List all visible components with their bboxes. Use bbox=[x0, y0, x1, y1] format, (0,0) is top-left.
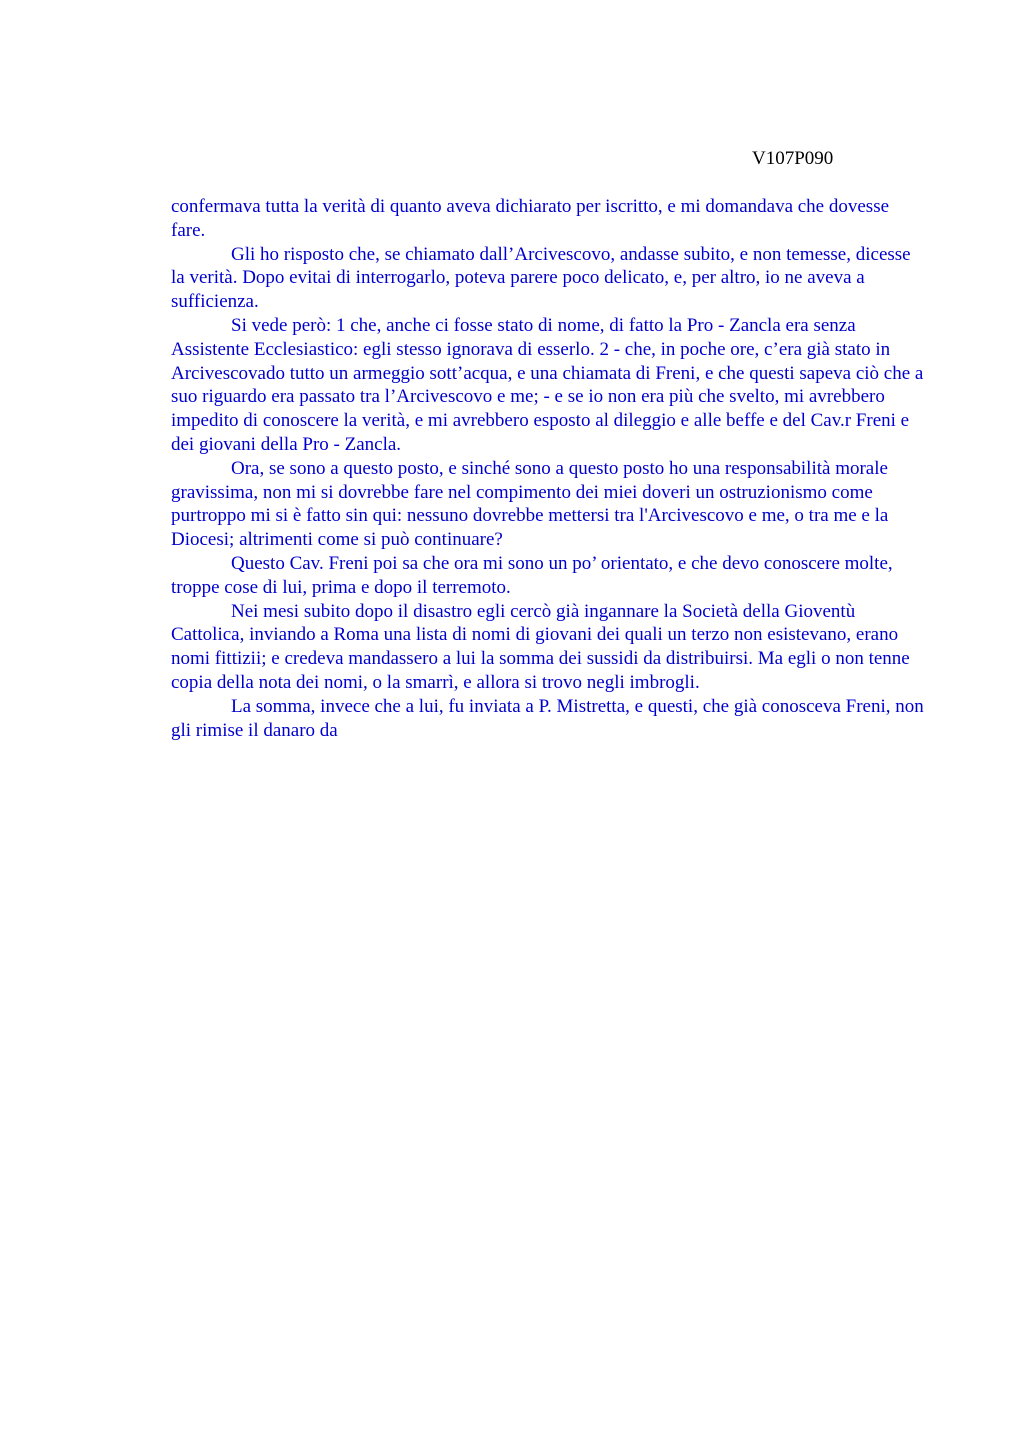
paragraph-2: Gli ho risposto che, se chiamato dall’Arcivescovo, andasse subito, e non temesse, dicesse la verità. Dopo evitai di interrogarlo, poteva parere poco delicato, e, per altro, io ne aveva a sufficienza. bbox=[171, 243, 911, 313]
paragraph-5: Questo Cav. Freni poi sa che ora mi sono un po’ orientato, e che devo conoscere molte, troppe cose di lui, prima e dopo il terremoto. bbox=[171, 552, 893, 598]
paragraph-6: Nei mesi subito dopo il disastro egli cercò già ingannare la Società della Gioventù Cattolica, inviando a Roma una lista di nomi di giovani dei quali un terzo non esistevano, erano nomi fittizii; e credeva mandassero a lui la somma dei sussidi da distribuirsi. Ma egli o non tenne copia della nota dei nomi, o la smarrì, e allora si trovo negli imbrogli. bbox=[171, 600, 910, 693]
paragraph-3: Si vede però: 1 che, anche ci fosse stato di nome, di fatto la Pro - Zancla era senza Assistente Ecclesiastico: egli stesso ignorava di esserlo. 2 - che, in poche ore, c’era già stato in Arcivescovado tutto un armeggio sott’acqua, e una chiamata di Freni, e che questi sapeva ciò che a suo riguardo era passato tra l’Arcivescovo e me; - e se io non era più che svelto, mi avrebbero impedito di conoscere la verità, e mi avrebbero esposto al dileggio e alle beffe e del Cav.r Freni e dei giovani della Pro - Zancla. bbox=[171, 314, 924, 455]
page-code: V107P090 bbox=[752, 148, 834, 169]
paragraph-1: confermava tutta la verità di quanto aveva dichiarato per iscritto, e mi domandava che dovesse fare. bbox=[171, 196, 890, 241]
letter-body bbox=[171, 195, 926, 742]
paragraph-4: Ora, se sono a questo posto, e sinché sono a questo posto ho una responsabilità morale gravissima, non mi si dovrebbe fare nel compimento dei miei doveri un ostruzionismo come purtroppo mi si è fatto sin qui: nessuno dovrebbe mettersi tra l'Arcivescovo e me, o tra me e la Diocesi; altrimenti come si può continuare? bbox=[171, 457, 889, 551]
paragraph-7: La somma, invece che a lui, fu inviata a P. Mistretta, e questi, che già conosceva Freni, non gli rimise il danaro da bbox=[171, 695, 924, 741]
